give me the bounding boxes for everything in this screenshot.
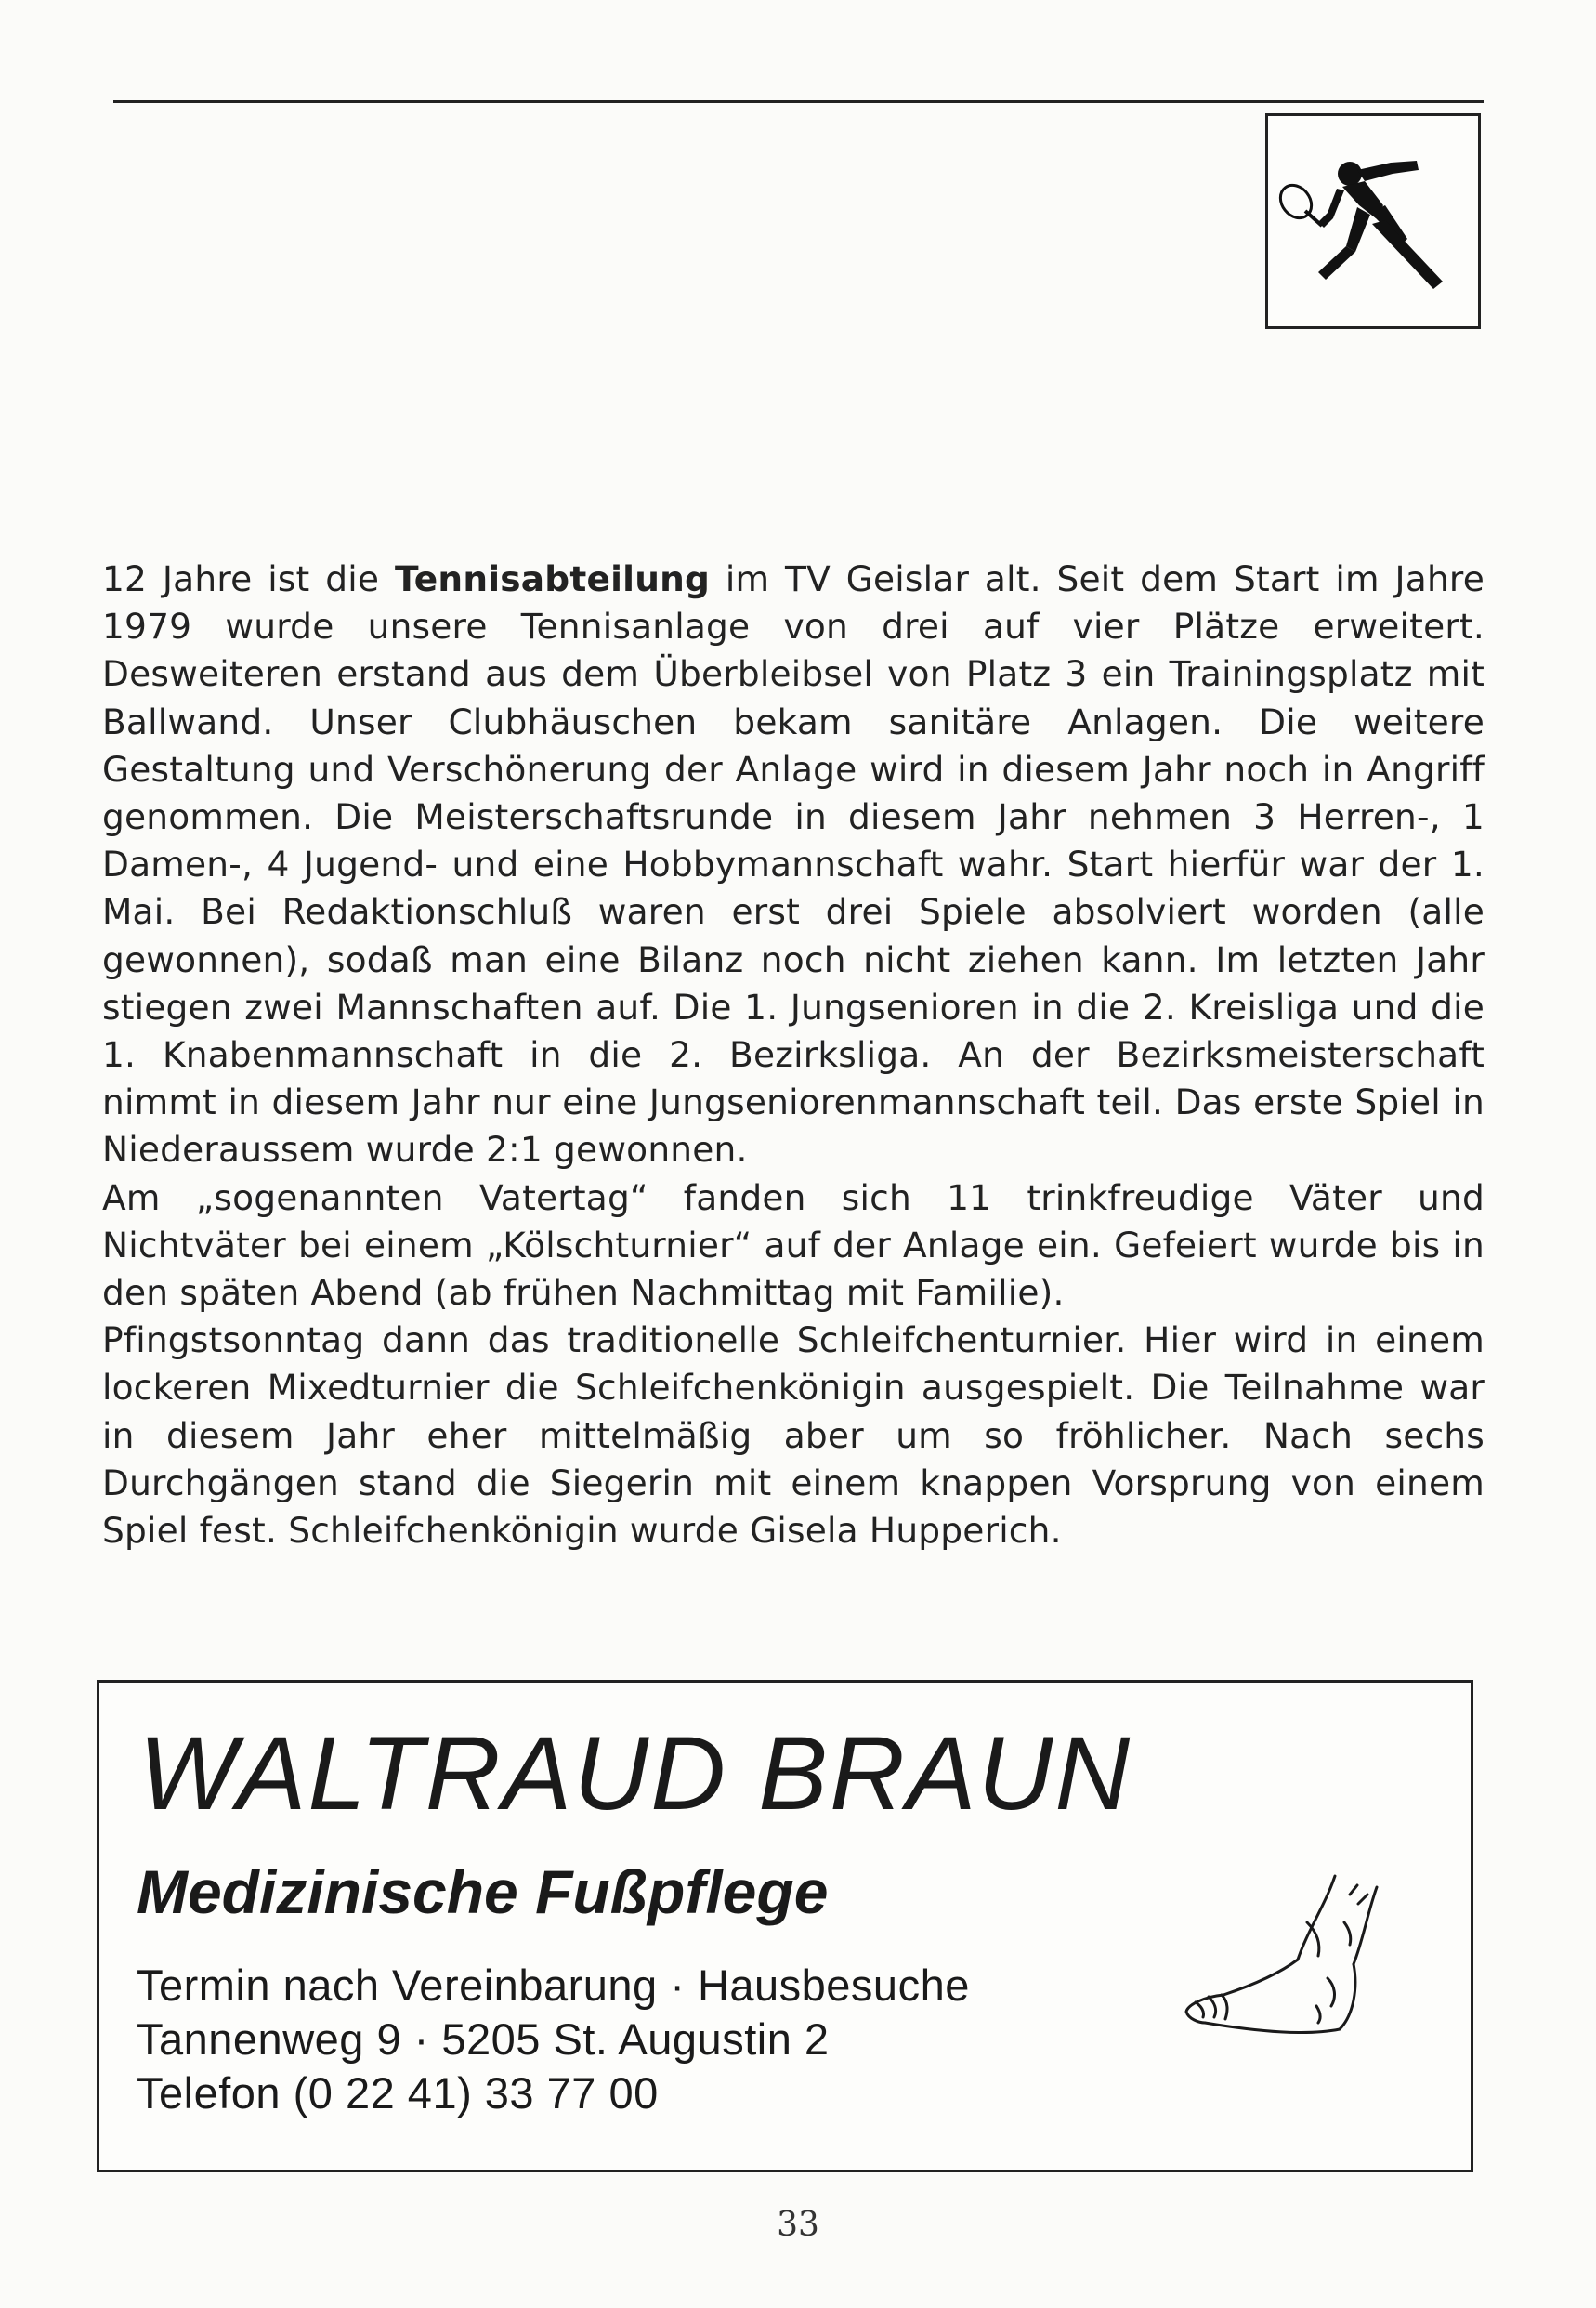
article-paragraph-2: Am „sogenannten Vatertag“ fanden sich 11 trinkfreudige Väter und Nichtväter bei einem „Kölschturnier“ auf der Anlage ein. Gefeiert wurde bis in den späten Abend (ab frühen Nachmittag mit Familie).: [102, 1176, 1485, 1314]
advertisement-box: [97, 1680, 1473, 2172]
ad-address: Tannenweg 9 · 5205 St. Augustin 2: [137, 2014, 830, 2064]
page-number: 33: [777, 2206, 819, 2244]
article-bold-keyword: Tennisabteilung: [394, 558, 711, 599]
ad-service-title: Medizinische Fußpflege: [137, 1857, 829, 1926]
article-body: [102, 556, 1485, 1554]
article-paragraph-1: [102, 556, 1485, 1174]
ad-appointment-info: Termin nach Vereinbarung · Hausbesuche: [137, 1960, 970, 2010]
ad-business-name: WALTRAUD BRAUN: [138, 1715, 1132, 1831]
article-paragraph-3: Pfingstsonntag dann das traditionelle Schleifchenturnier. Hier wird in einem lockeren Mixedturnier die Schleifchenkönigin ausgespielt. Die Teilnahme war in diesem Jahr eher mittelmäßig aber um so fröhlicher. Nach sechs Durchgängen stand die Siegerin mit einem knappen Vorsprung von einem Spiel fest. Schleifchenkönigin wurde Gisela Hupperich.: [102, 1319, 1485, 1552]
foot-illustration-icon: [1168, 1867, 1409, 2071]
tennis-player-icon: [1268, 116, 1478, 326]
article-paragraph-1-text: im TV Geislar alt. Seit dem Start im Jahre 1979 wurde unsere Tennisanlage von drei auf vier Plätze erweitert. Desweiteren erstand aus dem Überbleibsel von Platz 3 ein Trainingsplatz mit Ballwand. Unser Clubhäuschen bekam sanitäre Anlagen. Die weitere Gestaltung und Verschönerung der Anlage wird in diesem Jahr noch in Angriff genommen. Die Meisterschaftsrunde in diesem Jahr nehmen 3 Herren-, 1 Damen-, 4 Jugend- und eine Hobbymannschaft wahr. Start hierfür war der 1. Mai. Bei Redaktionschluß waren erst drei Spiele absolviert worden (alle gewonnen), sodaß man eine Bilanz noch nicht ziehen kann. Im letzten Jahr stiegen zwei Mannschaften auf. Die 1. Jungsenioren in die 2. Kreisliga und die 1. Knabenmannschaft in die 2. Bezirksliga. An der Bezirksmeisterschaft nimmt in diesem Jahr nur eine Jungseniorenmannschaft teil. Das erste Spiel in Niederaussem wurde 2:1 gewonnen.: [102, 558, 1485, 1171]
top-rule: [113, 100, 1484, 103]
article-lead: 12 Jahre ist die: [102, 558, 395, 599]
sport-icon-box: [1265, 113, 1481, 329]
ad-phone: Telefon (0 22 41) 33 77 00: [137, 2068, 659, 2118]
